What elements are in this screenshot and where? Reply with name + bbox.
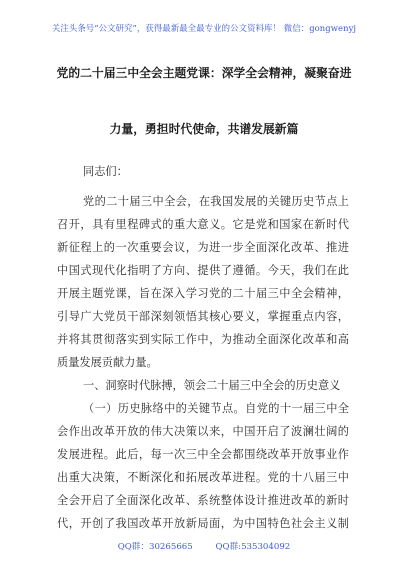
body-line: 会作出改革开放的伟大决策以来，中国开启了波澜壮阔的: [57, 425, 349, 438]
body-line: 发展进程。此后，每一次三中全会都围绕改革开放事业作: [57, 448, 349, 461]
body-line: 引导广大党员干部深刻领悟其核心要义，掌握重点内容，: [57, 310, 349, 323]
body-line: 开展主题党课，旨在深入学习党的二十届三中全会精神，: [57, 287, 349, 300]
footer-contact: [0, 540, 408, 552]
subsection-heading-line: （一）历史脉络中的关键节点。自党的十一届三中全: [83, 402, 349, 415]
document-title-line-1: 党的二十届三中全会主题党课：深学全会精神，凝聚奋进: [56, 66, 352, 80]
body-line: 质量发展贡献力量。: [57, 356, 158, 369]
body-line: 全会开启了全面深化改革、系统整体设计推进改革的新时: [57, 494, 349, 507]
body-line: 并将其贯彻落实到实际工作中，为推动全面深化改革和高: [57, 333, 349, 346]
section-heading: 一、洞察时代脉搏，领会二十届三中全会的历史意义: [83, 379, 341, 392]
salutation: 同志们：: [83, 165, 128, 178]
body-line: 召开，具有里程碑式的重大意义。它是党和国家在新时代: [57, 218, 349, 231]
body-line: 出重大决策，不断深化和拓展改革进程。党的十八届三中: [57, 471, 349, 484]
footer-qq-group-1: QQ群：30265665: [117, 542, 193, 552]
footer-qq-group-2: QQ群:535304092: [215, 542, 291, 552]
document-title-line-2: 力量，勇担时代使命，共谱发展新篇: [109, 122, 299, 136]
body-line: 中国式现代化指明了方向、提供了遵循。今天，我们在此: [57, 264, 349, 277]
body-line: 党的二十届三中全会，在我国发展的关键历史节点上: [83, 195, 349, 208]
header-promo-text: 关注头条号“公文研究”，获得最新最全最专业的公文资料库！ 微信：gongwenyj: [51, 23, 357, 33]
body-line: 代，开创了我国改革开放新局面，为中国特色社会主义制: [57, 517, 349, 530]
body-line: 新征程上的一次重要会议，为进一步全面深化改革、推进: [57, 241, 349, 254]
